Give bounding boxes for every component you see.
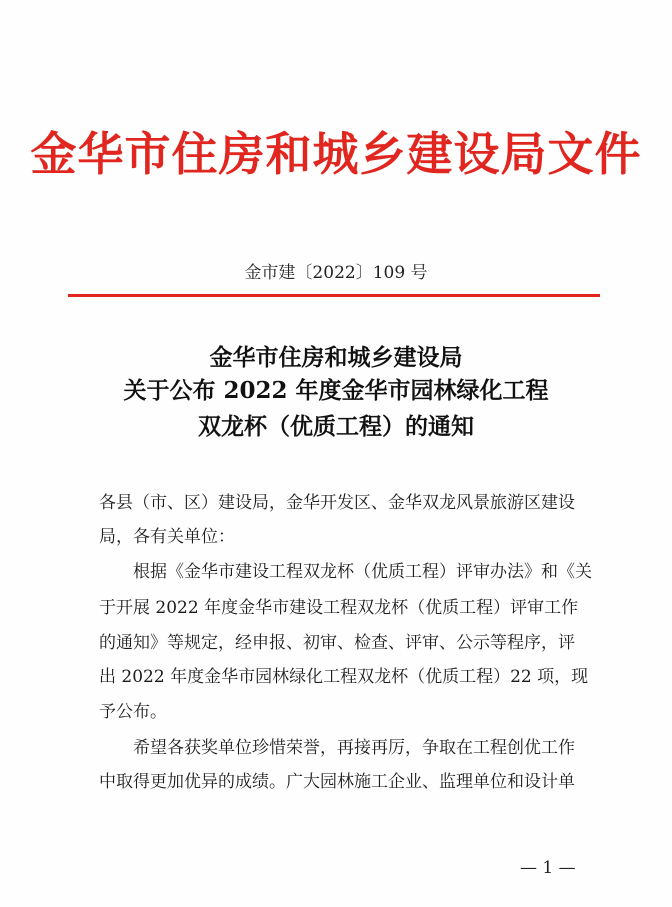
notice-title-line-2: 关于公布 2022 年度金华市园林绿化工程	[123, 377, 549, 404]
document-number: 金市建〔2022〕109 号	[244, 263, 428, 283]
red-divider-rule	[68, 294, 600, 297]
body-line-5: 的通知》等规定，经申报、初审、检查、评审、公示等程序，评	[99, 633, 575, 653]
body-line-8: 希望各获奖单位珍惜荣誉，再接再厉，争取在工程创优工作	[133, 738, 575, 758]
body-line-1: 各县（市、区）建设局，金华开发区、金华双龙风景旅游区建设	[99, 493, 575, 513]
page-number: — 1 —	[520, 858, 576, 878]
body-line-3: 根据《金华市建设工程双龙杯（优质工程）评审办法》和《关	[133, 562, 592, 582]
body-line-6: 出 2022 年度金华市园林绿化工程双龙杯（优质工程）22 项，现	[99, 667, 589, 687]
notice-title-line-3: 双龙杯（优质工程）的通知	[198, 413, 474, 440]
document-header-title: 金华市住房和城乡建设局文件	[30, 127, 642, 181]
body-line-7: 予公布。	[99, 702, 167, 722]
body-line-2: 局，各有关单位：	[99, 527, 235, 547]
body-line-4: 于开展 2022 年度金华市建设工程双龙杯（优质工程）评审工作	[99, 598, 579, 618]
notice-title-line-1: 金华市住房和城乡建设局	[209, 344, 463, 371]
body-line-9: 中取得更加优异的成绩。广大园林施工企业、监理单位和设计单	[99, 772, 575, 792]
